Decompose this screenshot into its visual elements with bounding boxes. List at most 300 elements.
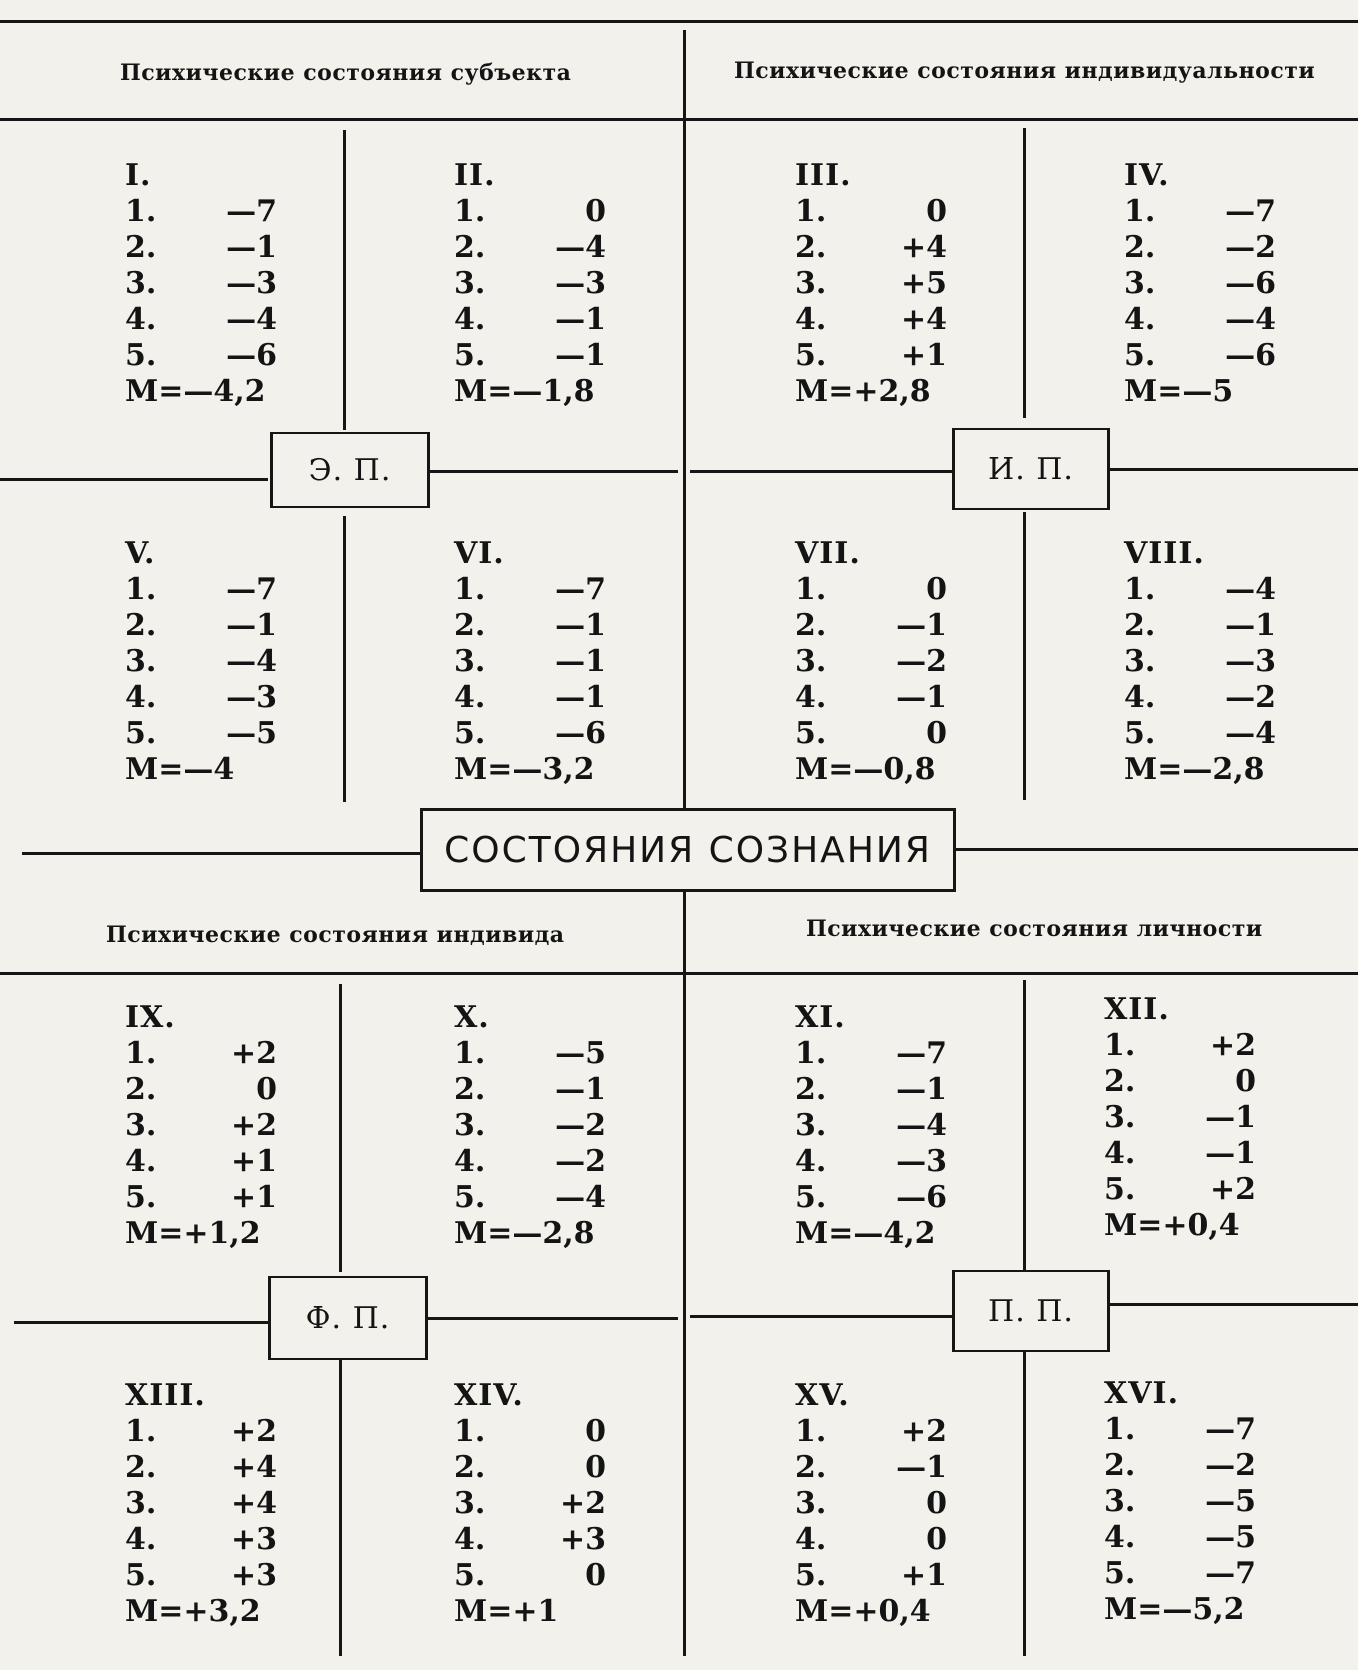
score-index: 5.	[1104, 1172, 1136, 1207]
score-value: +2	[559, 1486, 606, 1521]
score-value: +3	[559, 1522, 606, 1557]
score-index: 1.	[1104, 1412, 1136, 1447]
score-index: 3.	[1104, 1100, 1136, 1135]
score-value: +5	[900, 266, 947, 301]
score-row	[125, 1144, 277, 1180]
score-row	[454, 1558, 606, 1594]
score-value: —7	[226, 572, 277, 607]
score-row	[795, 338, 947, 374]
score-index: 2.	[1104, 1448, 1136, 1483]
score-value: +2	[900, 1414, 947, 1449]
score-index: 2.	[795, 608, 827, 643]
score-row	[1104, 1448, 1256, 1484]
block-mean: M=+0,4	[1104, 1208, 1240, 1243]
score-row	[795, 1108, 947, 1144]
score-row	[795, 1450, 947, 1486]
score-index: 2.	[125, 230, 157, 265]
score-value: —7	[226, 194, 277, 229]
score-index: 2.	[795, 1072, 827, 1107]
block-roman-label: VII.	[795, 536, 861, 571]
header-individual-states: Психические состояния индивида	[106, 922, 565, 948]
score-row	[454, 680, 606, 716]
score-index: 3.	[1124, 266, 1156, 301]
block-roman-label: V.	[125, 536, 156, 571]
center-vertical-top	[683, 30, 686, 808]
score-row	[454, 1180, 606, 1216]
mid-rule-right-upper-2	[1108, 468, 1358, 471]
score-row	[1104, 1100, 1256, 1136]
score-index: 5.	[454, 716, 486, 751]
score-index: 3.	[795, 266, 827, 301]
block-mean: M=+0,4	[795, 1594, 931, 1629]
block-10	[454, 1000, 606, 1252]
score-row	[125, 1522, 277, 1558]
score-value: 0	[926, 194, 947, 229]
score-index: 4.	[795, 1522, 827, 1557]
score-row	[795, 1414, 947, 1450]
score-row	[454, 644, 606, 680]
score-row	[125, 1414, 277, 1450]
score-index: 4.	[125, 1522, 157, 1557]
score-row	[795, 1486, 947, 1522]
score-value: —5	[1205, 1520, 1256, 1555]
block-roman-label: X.	[454, 1000, 490, 1035]
divider-v-tl-lower	[343, 516, 346, 802]
block-1	[125, 158, 277, 410]
score-index: 1.	[125, 194, 157, 229]
block-roman-label: IX.	[125, 1000, 176, 1035]
score-value: —3	[1225, 644, 1276, 679]
score-index: 1.	[1124, 194, 1156, 229]
score-value: —6	[1225, 266, 1276, 301]
score-value: —4	[226, 644, 277, 679]
score-value: —5	[555, 1036, 606, 1071]
score-row	[125, 1558, 277, 1594]
block-roman-label: XII.	[1104, 992, 1170, 1027]
score-value: +2	[230, 1108, 277, 1143]
top-border-line	[0, 20, 1358, 23]
score-value: —4	[1225, 716, 1276, 751]
score-row	[454, 1486, 606, 1522]
score-row	[454, 1414, 606, 1450]
score-row	[454, 230, 606, 266]
score-value: —1	[896, 1072, 947, 1107]
score-value: +2	[1209, 1172, 1256, 1207]
score-value: —7	[555, 572, 606, 607]
block-mean: M=—1,8	[454, 374, 595, 409]
label-box-ep: Э. П.	[270, 432, 430, 508]
score-value: +2	[230, 1414, 277, 1449]
score-value: +1	[900, 338, 947, 373]
score-value: +4	[230, 1450, 277, 1485]
score-row	[1124, 680, 1276, 716]
score-index: 5.	[1124, 716, 1156, 751]
header-rule-bottom	[0, 972, 1358, 975]
score-value: —4	[555, 230, 606, 265]
score-index: 2.	[454, 1450, 486, 1485]
score-row	[125, 1036, 277, 1072]
score-value: —1	[555, 1072, 606, 1107]
score-row	[125, 302, 277, 338]
score-index: 1.	[795, 1414, 827, 1449]
score-value: 0	[926, 572, 947, 607]
score-index: 1.	[795, 572, 827, 607]
score-index: 4.	[454, 1522, 486, 1557]
block-mean: M=—2,8	[454, 1216, 595, 1251]
score-row	[795, 302, 947, 338]
score-value: —1	[555, 338, 606, 373]
score-value: —4	[1225, 572, 1276, 607]
score-value: 0	[585, 194, 606, 229]
block-14	[454, 1378, 606, 1630]
divider-v-tl-upper	[343, 130, 346, 430]
score-row	[1124, 230, 1276, 266]
block-mean: M=—3,2	[454, 752, 595, 787]
score-value: —2	[1225, 680, 1276, 715]
score-value: +4	[230, 1486, 277, 1521]
score-value: —5	[226, 716, 277, 751]
block-8	[1124, 536, 1276, 788]
score-index: 3.	[1104, 1484, 1136, 1519]
mid-rule-right-upper	[690, 470, 952, 473]
score-row	[795, 1180, 947, 1216]
score-row	[125, 716, 277, 752]
score-index: 5.	[454, 338, 486, 373]
score-row	[1104, 1064, 1256, 1100]
score-index: 5.	[125, 1180, 157, 1215]
score-index: 3.	[795, 644, 827, 679]
label-box-fp: Ф. П.	[268, 1276, 428, 1360]
score-value: —7	[1205, 1412, 1256, 1447]
score-row	[795, 1072, 947, 1108]
score-index: 4.	[454, 680, 486, 715]
score-index: 2.	[1124, 608, 1156, 643]
mid-rule-left-upper-2	[428, 470, 678, 473]
block-roman-label: XI.	[795, 1000, 846, 1035]
header-individuality-states: Психические состояния индивидуальности	[734, 58, 1316, 84]
block-7	[795, 536, 947, 788]
score-value: 0	[585, 1450, 606, 1485]
score-row	[1104, 1136, 1256, 1172]
score-value: +2	[230, 1036, 277, 1071]
score-value: 0	[1235, 1064, 1256, 1099]
block-2	[454, 158, 606, 410]
score-value: +3	[230, 1558, 277, 1593]
score-row	[795, 266, 947, 302]
divider-v-tr-lower	[1023, 512, 1026, 800]
score-index: 2.	[125, 608, 157, 643]
score-row	[454, 1144, 606, 1180]
block-mean: M=+3,2	[125, 1594, 261, 1629]
score-index: 1.	[454, 1036, 486, 1071]
score-row	[795, 680, 947, 716]
score-index: 3.	[454, 266, 486, 301]
block-13	[125, 1378, 277, 1630]
score-row	[795, 1036, 947, 1072]
score-value: +4	[900, 302, 947, 337]
score-value: —7	[896, 1036, 947, 1071]
score-value: —3	[896, 1144, 947, 1179]
block-mean: M=—2,8	[1124, 752, 1265, 787]
score-value: —3	[226, 266, 277, 301]
mid-rule-left-lower	[14, 1321, 268, 1324]
header-personality-states: Психические состояния личности	[806, 916, 1263, 942]
score-value: +1	[230, 1144, 277, 1179]
score-value: —3	[555, 266, 606, 301]
center-rule-left	[22, 852, 420, 855]
score-value: —1	[896, 1450, 947, 1485]
block-roman-label: XIII.	[125, 1378, 206, 1413]
score-index: 5.	[795, 1180, 827, 1215]
block-mean: M=—5	[1124, 374, 1234, 409]
score-value: —2	[1225, 230, 1276, 265]
score-index: 4.	[1104, 1520, 1136, 1555]
score-value: —1	[555, 680, 606, 715]
score-value: —2	[1205, 1448, 1256, 1483]
mid-rule-right-lower-2	[1108, 1303, 1358, 1306]
score-index: 1.	[1104, 1028, 1136, 1063]
score-value: —6	[896, 1180, 947, 1215]
score-value: —2	[896, 644, 947, 679]
score-row	[125, 1180, 277, 1216]
score-index: 2.	[795, 230, 827, 265]
score-index: 2.	[125, 1072, 157, 1107]
score-row	[1124, 644, 1276, 680]
score-row	[795, 1558, 947, 1594]
score-index: 2.	[1104, 1064, 1136, 1099]
score-row	[454, 1072, 606, 1108]
score-row	[1124, 266, 1276, 302]
score-row	[1104, 1520, 1256, 1556]
block-roman-label: XIV.	[454, 1378, 524, 1413]
score-value: —1	[226, 608, 277, 643]
score-row	[795, 572, 947, 608]
score-row	[454, 1522, 606, 1558]
score-index: 3.	[795, 1486, 827, 1521]
divider-v-tr-upper	[1023, 128, 1026, 418]
score-row	[125, 1486, 277, 1522]
score-value: —6	[1225, 338, 1276, 373]
score-index: 3.	[125, 266, 157, 301]
score-index: 5.	[795, 338, 827, 373]
score-row	[125, 1450, 277, 1486]
divider-v-br-upper	[1023, 980, 1026, 1270]
score-value: —1	[896, 680, 947, 715]
score-row	[125, 266, 277, 302]
score-index: 4.	[795, 680, 827, 715]
score-index: 2.	[795, 1450, 827, 1485]
score-index: 1.	[1124, 572, 1156, 607]
score-row	[1124, 302, 1276, 338]
score-value: 0	[585, 1558, 606, 1593]
block-mean: M=—5,2	[1104, 1592, 1245, 1627]
label-box-ip: И. П.	[952, 428, 1110, 510]
score-row	[454, 1108, 606, 1144]
block-roman-label: II.	[454, 158, 496, 193]
block-3	[795, 158, 947, 410]
score-index: 1.	[125, 1414, 157, 1449]
score-index: 1.	[795, 1036, 827, 1071]
score-row	[454, 1450, 606, 1486]
divider-v-bl-upper	[339, 984, 342, 1272]
score-value: —6	[226, 338, 277, 373]
score-row	[1104, 1412, 1256, 1448]
score-index: 3.	[125, 1108, 157, 1143]
score-row	[454, 194, 606, 230]
score-index: 3.	[125, 644, 157, 679]
center-vertical-bottom	[683, 886, 686, 1656]
score-row	[125, 230, 277, 266]
score-index: 2.	[454, 608, 486, 643]
block-4	[1124, 158, 1276, 410]
score-row	[1104, 1556, 1256, 1592]
score-row	[454, 266, 606, 302]
score-row	[795, 608, 947, 644]
score-row	[454, 338, 606, 374]
block-mean: M=+1	[454, 1594, 559, 1629]
block-11	[795, 1000, 947, 1252]
score-value: —2	[555, 1108, 606, 1143]
score-row	[1124, 608, 1276, 644]
score-index: 1.	[125, 572, 157, 607]
score-value: —4	[555, 1180, 606, 1215]
score-value: —4	[1225, 302, 1276, 337]
score-index: 3.	[125, 1486, 157, 1521]
score-index: 4.	[125, 680, 157, 715]
score-value: —3	[226, 680, 277, 715]
score-row	[1104, 1484, 1256, 1520]
score-value: —7	[1225, 194, 1276, 229]
score-value: —1	[1225, 608, 1276, 643]
block-6	[454, 536, 606, 788]
score-row	[795, 1144, 947, 1180]
score-row	[125, 680, 277, 716]
block-mean: M=—0,8	[795, 752, 936, 787]
score-index: 5.	[795, 1558, 827, 1593]
header-rule-top	[0, 118, 1358, 121]
score-row	[1124, 716, 1276, 752]
block-mean: M=+2,8	[795, 374, 931, 409]
block-mean: M=+1,2	[125, 1216, 261, 1251]
score-row	[454, 1036, 606, 1072]
score-value: —1	[1205, 1100, 1256, 1135]
mid-rule-left-lower-2	[428, 1317, 678, 1320]
score-index: 5.	[125, 1558, 157, 1593]
divider-v-br-lower	[1023, 1352, 1026, 1656]
mid-rule-right-lower	[690, 1315, 952, 1318]
score-value: 0	[926, 1522, 947, 1557]
score-row	[795, 1522, 947, 1558]
score-row	[454, 716, 606, 752]
score-index: 1.	[454, 1414, 486, 1449]
score-row	[454, 302, 606, 338]
score-value: +1	[900, 1558, 947, 1593]
score-row	[454, 572, 606, 608]
score-row	[125, 1072, 277, 1108]
score-index: 2.	[125, 1450, 157, 1485]
block-roman-label: IV.	[1124, 158, 1170, 193]
score-index: 4.	[125, 1144, 157, 1179]
block-roman-label: VIII.	[1124, 536, 1205, 571]
score-value: +3	[230, 1522, 277, 1557]
score-row	[795, 230, 947, 266]
score-index: 2.	[454, 230, 486, 265]
score-index: 4.	[1124, 302, 1156, 337]
mid-rule-left-upper	[0, 478, 268, 481]
score-index: 5.	[125, 338, 157, 373]
score-index: 4.	[795, 1144, 827, 1179]
score-index: 4.	[125, 302, 157, 337]
block-9	[125, 1000, 277, 1252]
score-index: 3.	[795, 1108, 827, 1143]
block-roman-label: I.	[125, 158, 152, 193]
score-index: 2.	[1124, 230, 1156, 265]
score-value: +1	[230, 1180, 277, 1215]
score-index: 1.	[125, 1036, 157, 1071]
score-row	[454, 608, 606, 644]
score-row	[795, 716, 947, 752]
score-index: 3.	[454, 1486, 486, 1521]
score-index: 5.	[1104, 1556, 1136, 1591]
block-roman-label: VI.	[454, 536, 505, 571]
score-index: 3.	[454, 1108, 486, 1143]
score-value: —1	[1205, 1136, 1256, 1171]
score-row	[795, 644, 947, 680]
score-value: —1	[896, 608, 947, 643]
score-index: 1.	[454, 194, 486, 229]
score-index: 5.	[125, 716, 157, 751]
score-row	[1104, 1028, 1256, 1064]
score-index: 5.	[795, 716, 827, 751]
score-value: —5	[1205, 1484, 1256, 1519]
block-roman-label: XVI.	[1104, 1376, 1180, 1411]
score-value: —1	[555, 608, 606, 643]
score-value: —6	[555, 716, 606, 751]
score-value: —2	[555, 1144, 606, 1179]
score-index: 3.	[1124, 644, 1156, 679]
score-index: 5.	[1124, 338, 1156, 373]
block-15	[795, 1378, 947, 1630]
score-row	[125, 608, 277, 644]
score-row	[125, 194, 277, 230]
score-value: —4	[896, 1108, 947, 1143]
score-row	[1124, 338, 1276, 374]
score-index: 2.	[454, 1072, 486, 1107]
score-index: 4.	[454, 1144, 486, 1179]
score-index: 4.	[1104, 1136, 1136, 1171]
score-row	[125, 338, 277, 374]
label-box-pp: П. П.	[952, 1270, 1110, 1352]
score-value: 0	[256, 1072, 277, 1107]
score-row	[1124, 194, 1276, 230]
score-value: —7	[1205, 1556, 1256, 1591]
header-subject-states: Психические состояния субъекта	[120, 60, 572, 86]
score-row	[1124, 572, 1276, 608]
block-mean: M=—4,2	[125, 374, 266, 409]
score-row	[125, 1108, 277, 1144]
score-index: 1.	[795, 194, 827, 229]
block-roman-label: III.	[795, 158, 852, 193]
score-value: —1	[555, 644, 606, 679]
score-index: 5.	[454, 1558, 486, 1593]
center-rule-right	[950, 848, 1358, 851]
score-row	[125, 644, 277, 680]
block-16	[1104, 1376, 1256, 1628]
score-index: 4.	[454, 302, 486, 337]
score-index: 4.	[1124, 680, 1156, 715]
score-value: 0	[585, 1414, 606, 1449]
score-row	[795, 194, 947, 230]
